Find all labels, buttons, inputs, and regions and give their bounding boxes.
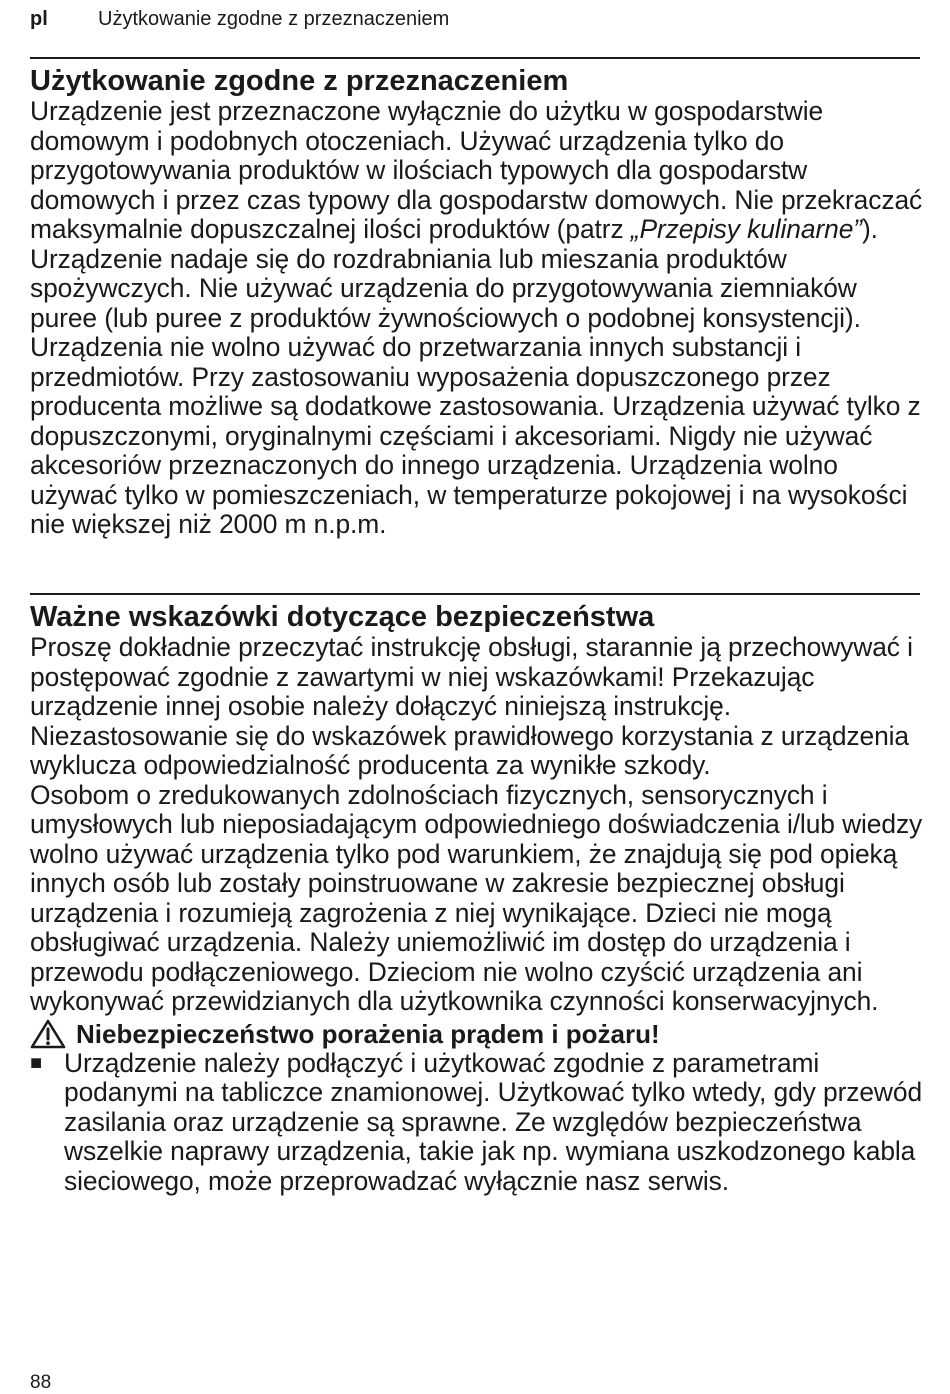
warning-bullet-item [30, 1049, 924, 1197]
section-title: Użytkowanie zgodne z przeznaczeniem [30, 65, 569, 97]
running-title: Użytkowanie zgodne z przeznaczeniem [98, 8, 450, 30]
body-text-part2: ). Urządzenie nadaje się do rozdrabniania lub mieszania produktów spożywczych. Nie używać urządzenia do przygotowywania ziemniaków puree (lub puree z produktów żywnościowych o podobnej konsystencji). Urządzenia nie wolno używać do przetwarzania innych substancji i przedmiotów. Przy zastosowaniu wyposażenia dopuszczonego przez producenta możliwe są dodatkowe zastosowania. Urządzenia używać tylko z dopuszczonymi, oryginalnymi częściami i akcesoriami. Nigdy nie używać akcesoriów przeznaczonych do innego urządzenia. Urządzenia wolno używać tylko w pomieszczeniach, w temperaturze pokojowej i na wysokości nie większej niż 2000 m n.p.m. [30, 214, 921, 539]
section-safety [30, 601, 924, 1196]
section-divider-2 [30, 593, 920, 595]
language-code: pl [30, 8, 48, 30]
bullet-text: Urządzenie należy podłączyć i użytkować zgodnie z parametrami podanymi na tabliczce znamionowej. Użytkować tylko wtedy, gdy przewód zasilania oraz urządzenie są sprawne. Ze względów bezpieczeństwa wszelkie naprawy urządzenia, takie jak np. wymiana uszkodzonego kabla sieciowego, może przeprowadzać wyłącznie nasz serwis. [64, 1047, 923, 1196]
running-header [30, 6, 920, 32]
section-divider-1 [30, 57, 920, 59]
bullet-square-icon: ■ [30, 1051, 43, 1074]
warning-heading [30, 1019, 924, 1049]
page-number: 88 [30, 1372, 52, 1393]
safety-paragraph-1: Proszę dokładnie przeczytać instrukcję obsługi, starannie ją przechowywać i postępować zgodnie z zawartymi w niej wskazówkami! Przekazując urządzenie innej osobie należy dołączyć niniejszą instrukcję. Niezastosowanie się do wskazówek prawidłowego korzystania z urządzenia wyklucza odpowiedzialność producenta za wynikłe szkody. [30, 632, 913, 780]
section-intended-use [30, 65, 924, 540]
recipes-reference: „Przepisy kulinarne” [630, 214, 862, 244]
section-title: Ważne wskazówki dotyczące bezpieczeństwa [30, 601, 655, 633]
safety-paragraph-2: Osobom o zredukowanych zdolnościach fizycznych, sensorycznych i umysłowych lub nieposiadającym odpowiedniego doświadczenia i/lub wiedzy wolno używać urządzenia tylko pod warunkiem, że znajdują się pod opieką innych osób lub zostały poinstruowane w zakresie bezpiecznej obsługi urządzenia i rozumieją zagrożenia z niej wynikające. Dzieci nie mogą obsługiwać urządzenia. Należy uniemożliwić im dostęp do urządzenia i przewodu podłączeniowego. Dzieciom nie wolno czyścić urządzenia ani wykonywać przewidzianych dla użytkownika czynności konserwacyjnych. [30, 779, 923, 1016]
section-body [30, 97, 924, 540]
body-text-part1: Urządzenie jest przeznaczone wyłącznie do użytku w gospodarstwie domowym i podobnych otoczeniach. Używać urządzenia tylko do przygotowywania produktów w ilościach typowych dla gospodarstw domowych i przez czas typowy dla gospodarstw domowych. Nie przekraczać maksymalnie dopuszczalnej ilości produktów (patrz [30, 96, 923, 244]
warning-title: Niebezpieczeństwo porażenia prądem i pożaru! [76, 1018, 660, 1049]
warning-triangle-icon [30, 1019, 66, 1049]
